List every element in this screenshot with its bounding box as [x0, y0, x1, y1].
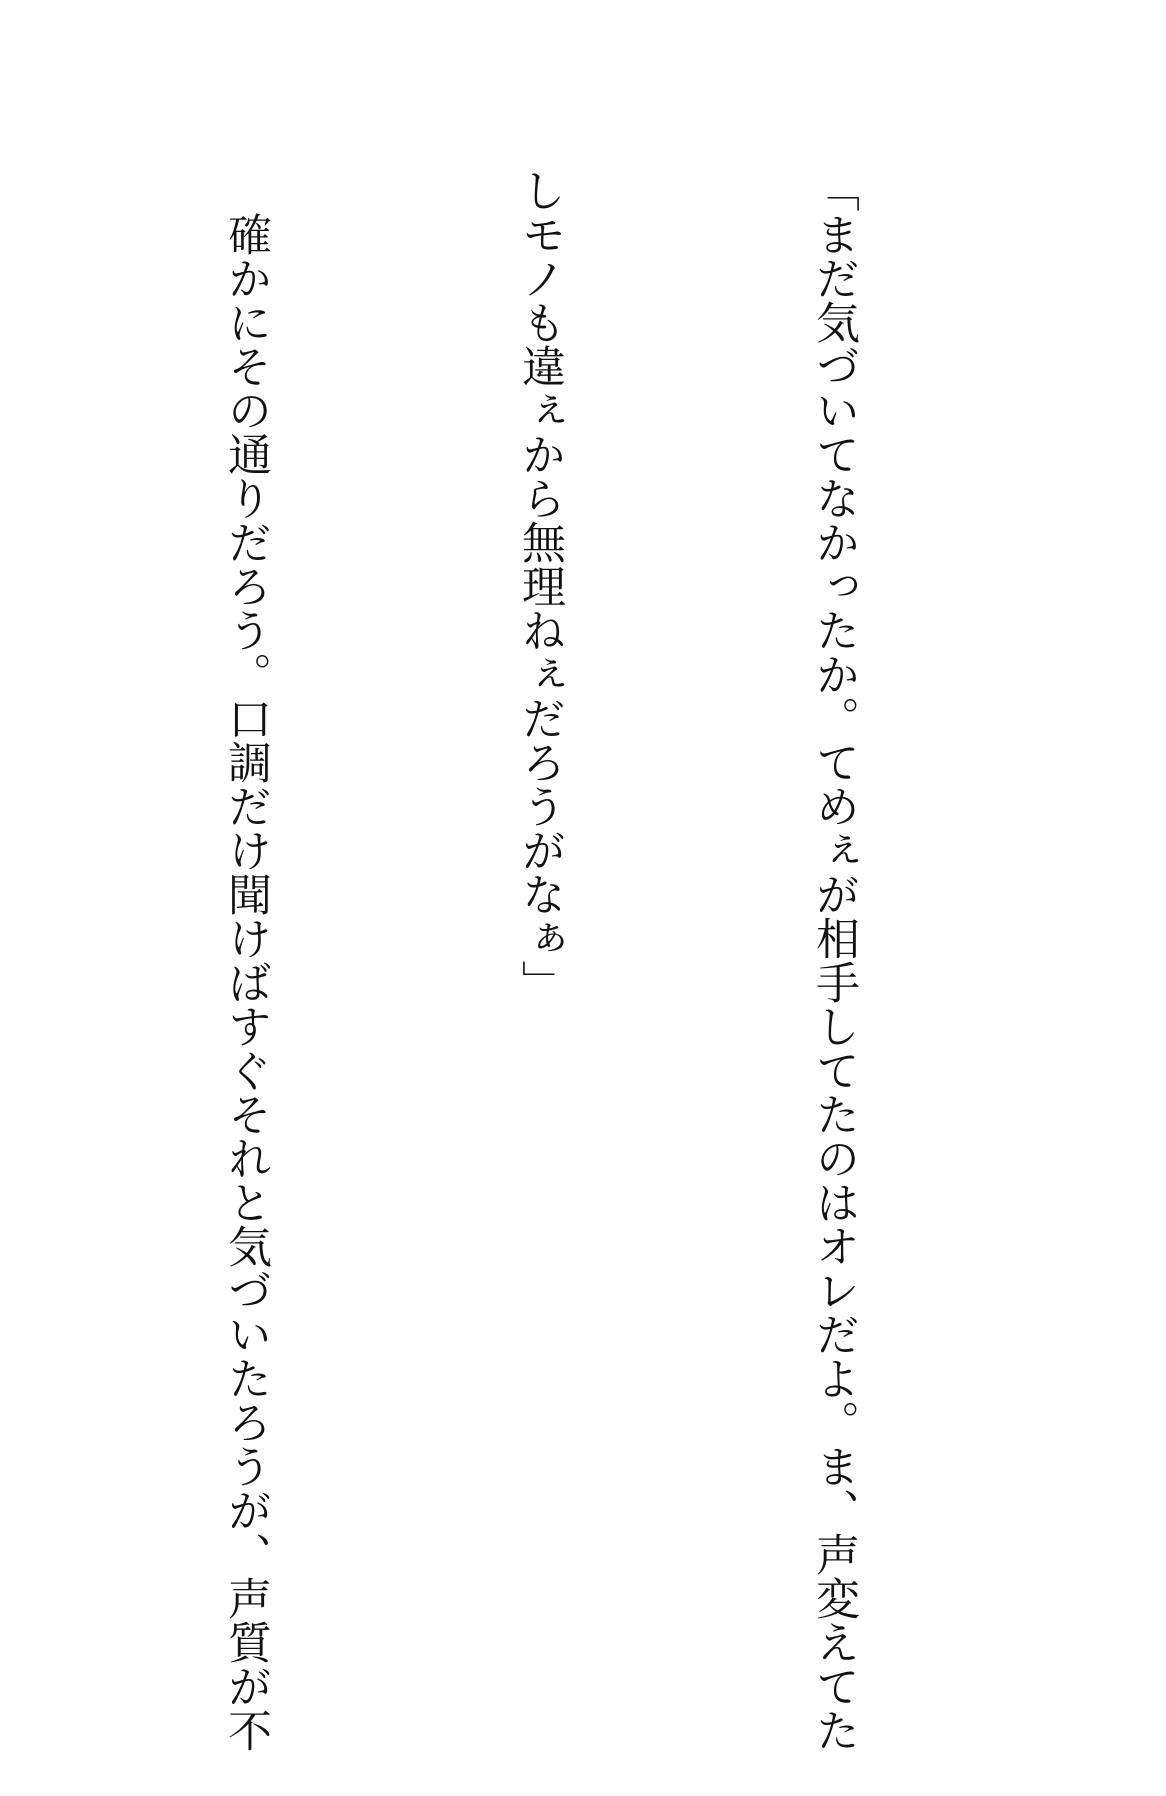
- vertical-text-block: [0, 168, 1078, 1752]
- text-line: 確かにその通りだろう。口調だけ聞けばすぐそれと気づいたろうが、声質が不: [220, 168, 271, 1752]
- text-line: しモノも違ぇから無理ねぇだろうがなぁ」: [514, 168, 565, 1004]
- text-line: 「まだ気づいてなかったか。てめぇが相手してたのはオレだよ。ま、声変えてた: [808, 168, 859, 1752]
